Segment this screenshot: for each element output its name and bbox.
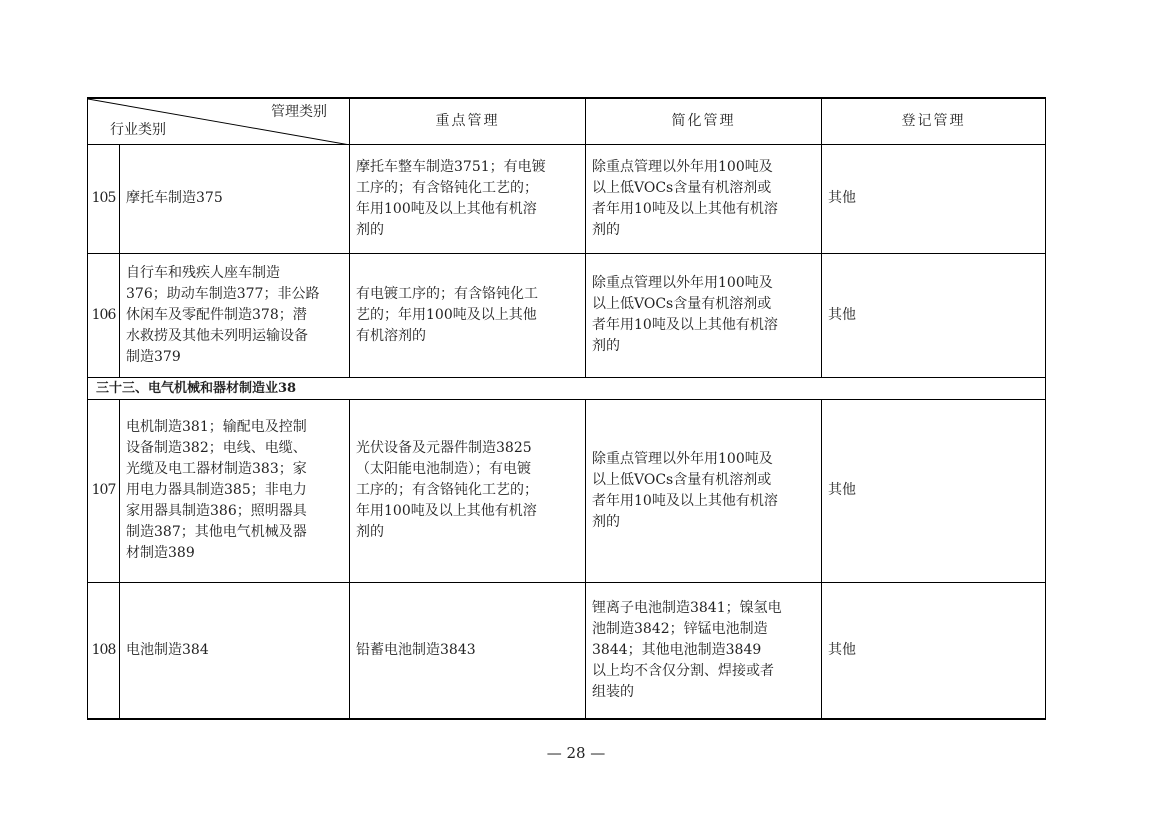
- text-line: 摩托车整车制造3751；有电镀: [356, 158, 546, 175]
- text-line: 有电镀工序的；有含铬钝化工: [356, 285, 538, 302]
- text-line: 休闲车及零配件制造378；潜: [126, 306, 307, 323]
- text-line: 制造379: [126, 348, 181, 365]
- text-line: 以上低VOCs含量有机溶剂或: [592, 296, 772, 312]
- table-row: [88, 144, 1046, 253]
- text-line: 除重点管理以外年用100吨及: [592, 158, 773, 175]
- registration-management-cell: 其他: [822, 582, 1046, 719]
- key-management-cell: [350, 582, 586, 719]
- text-line: 材制造389: [126, 545, 195, 561]
- text-line: 铅蓄电池制造3843: [356, 641, 476, 658]
- text-line: （太阳能电池制造）；有电镀: [356, 461, 531, 477]
- text-line: 年用100吨及以上其他有机溶: [356, 503, 537, 519]
- row-number: 108: [88, 582, 120, 719]
- header-industry-category: 行业类别: [110, 121, 166, 138]
- text-line: 以上低VOCs含量有机溶剂或: [592, 471, 772, 488]
- key-management-cell: [350, 144, 586, 253]
- header-simplified-management: 简化管理: [586, 98, 822, 144]
- text-line: 电池制造384: [126, 641, 209, 658]
- text-line: 光缆及电工器材制造383；家: [126, 461, 307, 477]
- header-management-category: 管理类别: [271, 104, 327, 120]
- row-number: 107: [88, 399, 120, 582]
- text-line: 除重点管理以外年用100吨及: [592, 450, 773, 467]
- text-line: 剂的: [592, 338, 620, 354]
- text-line: 设备制造382；电线、电缆、: [126, 440, 307, 456]
- text-line: 摩托车制造375: [126, 190, 223, 206]
- text-line: 家用器具制造386；照明器具: [126, 503, 307, 519]
- header-row: [88, 98, 1046, 144]
- text-line: 艺的；年用100吨及以上其他: [356, 306, 537, 323]
- text-line: 用电力器具制造385；非电力: [126, 482, 307, 498]
- text-line: 以上均不含仅分割、焊接或者: [592, 662, 774, 679]
- industry-cell: [120, 399, 350, 582]
- text-line: 自行车和残疾人座车制造: [126, 264, 280, 281]
- text-line: 者年用10吨及以上其他有机溶: [592, 200, 778, 217]
- text-line: 制造387；其他电气机械及器: [126, 524, 307, 540]
- text-line: 有机溶剂的: [356, 327, 426, 344]
- industry-cell: [120, 582, 350, 719]
- row-number: 105: [88, 144, 120, 253]
- text-line: 剂的: [592, 221, 620, 238]
- text-line: 电机制造381；输配电及控制: [126, 419, 307, 435]
- text-line: 工序的；有含铬钝化工艺的；: [356, 482, 538, 498]
- text-line: 者年用10吨及以上其他有机溶: [592, 492, 778, 509]
- simplified-management-cell: [586, 144, 822, 253]
- registration-management-cell: 其他: [822, 253, 1046, 377]
- registration-management-cell: 其他: [822, 144, 1046, 253]
- key-management-cell: [350, 253, 586, 377]
- permit-table: [87, 97, 1046, 720]
- text-line: 工序的；有含铬钝化工艺的；: [356, 179, 538, 196]
- text-line: 剂的: [356, 221, 384, 238]
- text-line: 376；助动车制造377；非公路: [126, 285, 320, 302]
- diagonal-header-cell: [88, 98, 350, 144]
- industry-cell: [120, 253, 350, 377]
- text-line: 3844；其他电池制造3849: [592, 641, 762, 658]
- header-key-management: 重点管理: [350, 98, 586, 144]
- simplified-management-cell: [586, 582, 822, 719]
- text-line: 组装的: [592, 683, 634, 700]
- table-row: [88, 582, 1046, 719]
- text-line: 锂离子电池制造3841；镍氢电: [592, 599, 782, 616]
- section-row: [88, 377, 1046, 399]
- page-number: — 28 —: [546, 744, 606, 762]
- text-line: 剂的: [592, 513, 620, 530]
- header-registration-management: 登记管理: [822, 98, 1046, 144]
- section-title: 三十三、电气机械和器材制造业38: [88, 377, 1046, 399]
- text-line: 年用100吨及以上其他有机溶: [356, 200, 537, 217]
- key-management-cell: [350, 399, 586, 582]
- text-line: 剂的: [356, 524, 384, 540]
- table-row: [88, 253, 1046, 377]
- text-line: 者年用10吨及以上其他有机溶: [592, 317, 778, 333]
- industry-cell: [120, 144, 350, 253]
- registration-management-cell: 其他: [822, 399, 1046, 582]
- row-number: 106: [88, 253, 120, 377]
- simplified-management-cell: [586, 399, 822, 582]
- table-row: [88, 399, 1046, 582]
- text-line: 以上低VOCs含量有机溶剂或: [592, 179, 772, 196]
- text-line: 水救捞及其他未列明运输设备: [126, 327, 308, 344]
- text-line: 池制造3842；锌锰电池制造: [592, 620, 768, 637]
- text-line: 光伏设备及元器件制造3825: [356, 440, 532, 456]
- simplified-management-cell: [586, 253, 822, 377]
- text-line: 除重点管理以外年用100吨及: [592, 275, 773, 291]
